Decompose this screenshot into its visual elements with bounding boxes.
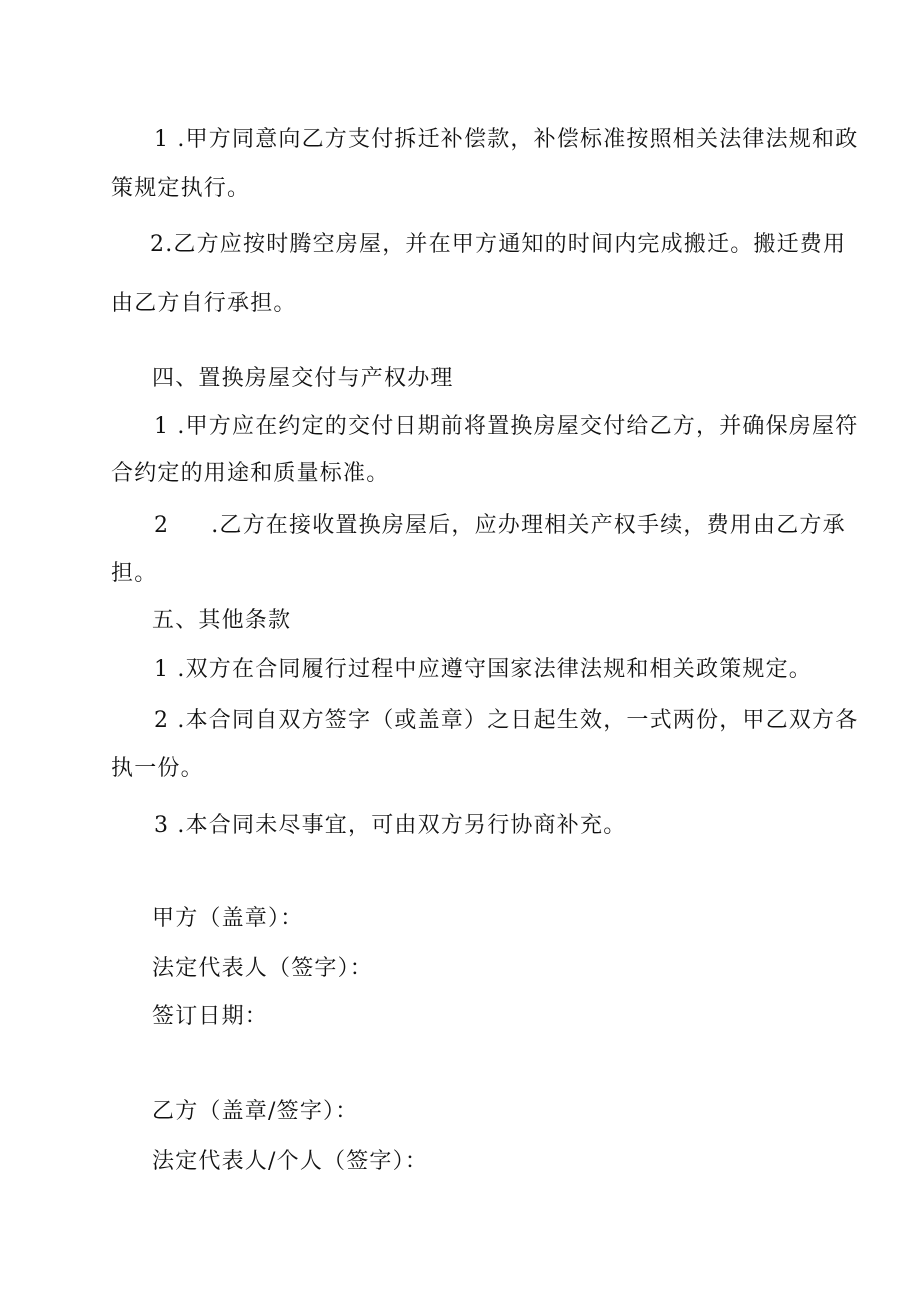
clause-number: 3 [154, 813, 170, 838]
clause-3-1-line-1 [154, 125, 858, 155]
clause-3-2-line-1 [150, 230, 846, 260]
clause-number: 1 [154, 657, 170, 682]
clause-text: .甲方应在约定的交付日期前将置换房屋交付给乙方，并确保房屋符 [169, 414, 859, 439]
clause-number: 2 [154, 708, 170, 733]
party-a-date-label: 签订日期： [152, 1004, 269, 1029]
party-a-representative-label: 法定代表人（签字）： [152, 956, 374, 981]
section-4-heading: 四、置换房屋交付与产权办理 [152, 366, 454, 391]
clause-text: .乙方在接收置换房屋后，应办理相关产权手续，费用由乙方承 [211, 513, 846, 538]
clause-number: 2 [150, 232, 166, 257]
party-a-seal-label: 甲方（盖章）： [152, 906, 304, 931]
clause-text: .本合同未尽事宜，可由双方另行协商补充。 [169, 813, 627, 838]
clause-4-2-line-1 [154, 511, 846, 541]
clause-4-1-line-1 [154, 412, 858, 442]
party-b-representative-label: 法定代表人/个人（签字）： [152, 1149, 429, 1174]
clause-text: .甲方同意向乙方支付拆迁补偿款，补偿标准按照相关法律法规和政 [169, 127, 859, 152]
clause-5-3-line-1 [154, 811, 626, 841]
clause-4-1-line-2: 合约定的用途和质量标准。 [111, 461, 390, 486]
clause-5-2-line-2: 执一份。 [111, 756, 204, 781]
party-b-seal-label: 乙方（盖章/签字）： [152, 1099, 359, 1124]
section-5-heading: 五、其他条款 [152, 608, 292, 633]
clause-3-2-line-2: 由乙方自行承担。 [111, 291, 297, 316]
clause-number: 1 [154, 414, 170, 439]
clause-3-1-line-2: 策规定执行。 [111, 176, 251, 201]
clause-number: 1 [154, 127, 170, 152]
clause-text: .双方在合同履行过程中应遵守国家法律法规和相关政策规定。 [169, 657, 812, 682]
clause-text: .本合同自双方签字（或盖章）之日起生效，一式两份，甲乙双方各 [169, 708, 859, 733]
clause-4-2-line-2: 担。 [111, 561, 158, 586]
clause-text: .乙方应按时腾空房屋，并在甲方通知的时间内完成搬迁。搬迁费用 [165, 232, 847, 257]
clause-number: 2 [154, 513, 170, 538]
clause-5-2-line-1 [154, 706, 858, 736]
clause-5-1-line-1 [154, 655, 812, 685]
